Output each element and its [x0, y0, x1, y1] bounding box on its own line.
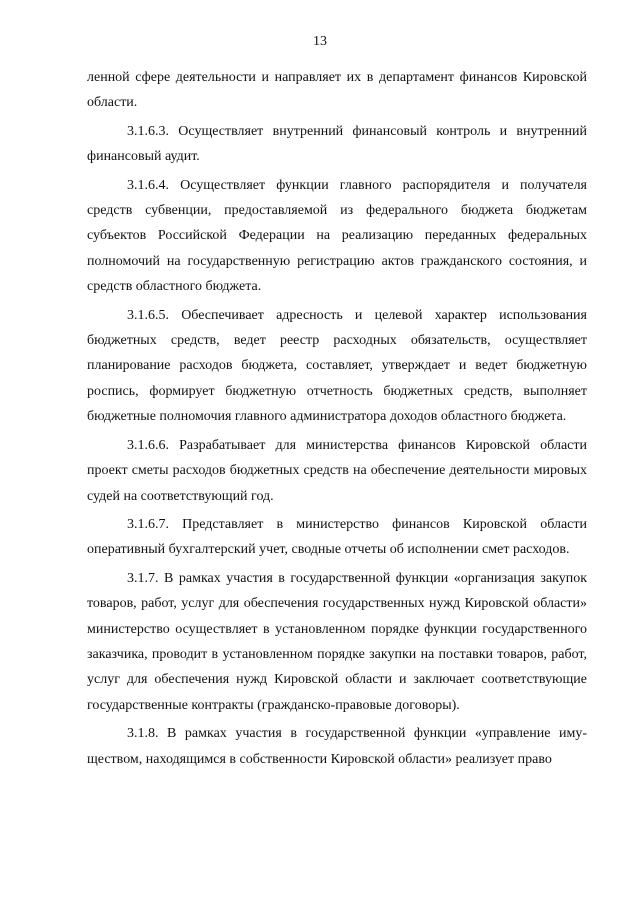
- paragraph-continuation: ленной сфере деятельности и направляет их в департамент финансов Кировской области.: [87, 70, 587, 111]
- paragraph-3-1-6-5: 3.1.6.5. Обеспечивает адресность и целевой характер использования бюджетных средств, ведет реестр расходных обязательств, осуществляет планирование расходов бюджета, составляет, утверждает и ведет бюджетную роспись, формирует бюджетную отчетность бюджетных средств, выполняет бюджетные полномочия главного администратора доходов областного бюджета.: [87, 307, 587, 425]
- paragraph-3-1-6-7: 3.1.6.7. Представляет в министерство финансов Кировской области оперативный бухгалтерский учет, сводные отчеты об исполнении смет расходов.: [87, 516, 587, 558]
- paragraph-3-1-6-3: 3.1.6.3. Осуществляет внутренний финансовый контроль и внутренний финансовый аудит.: [87, 123, 587, 165]
- paragraph-3-1-6-4: 3.1.6.4. Осуществляет функции главного распорядителя и получателя средств субвенции, предоставляемой из федерального бюджета бюджетам субъектов Российской Федерации на реализацию переданных федеральных полномочий на государственную регистрацию актов гражданского состояния, и средств областного бюджета.: [87, 177, 587, 295]
- document-body: [87, 65, 587, 775]
- page-number: 13: [313, 34, 327, 49]
- paragraph-3-1-6-6: 3.1.6.6. Разрабатывает для министерства финансов Кировской области проект сметы расходов бюджетных средств на обеспечение деятельности мировых судей на соответствующий год.: [87, 437, 587, 504]
- paragraph-3-1-8: 3.1.8. В рамках участия в государственной функции «управление имуществом, находящимся в собственности Кировской области» реализует право: [87, 726, 587, 767]
- paragraph-3-1-7: 3.1.7. В рамках участия в государственной функции «организация закупок товаров, работ, услуг для обеспечения государственных нужд Кировской области» министерство осуществляет в установленном порядке функции государственного заказчика, проводит в установленном порядке закупки на поставки товаров, работ, услуг для обеспечения нужд Кировской области и заключает соответствующие государственные контракты (гражданско-правовые договоры).: [87, 570, 587, 713]
